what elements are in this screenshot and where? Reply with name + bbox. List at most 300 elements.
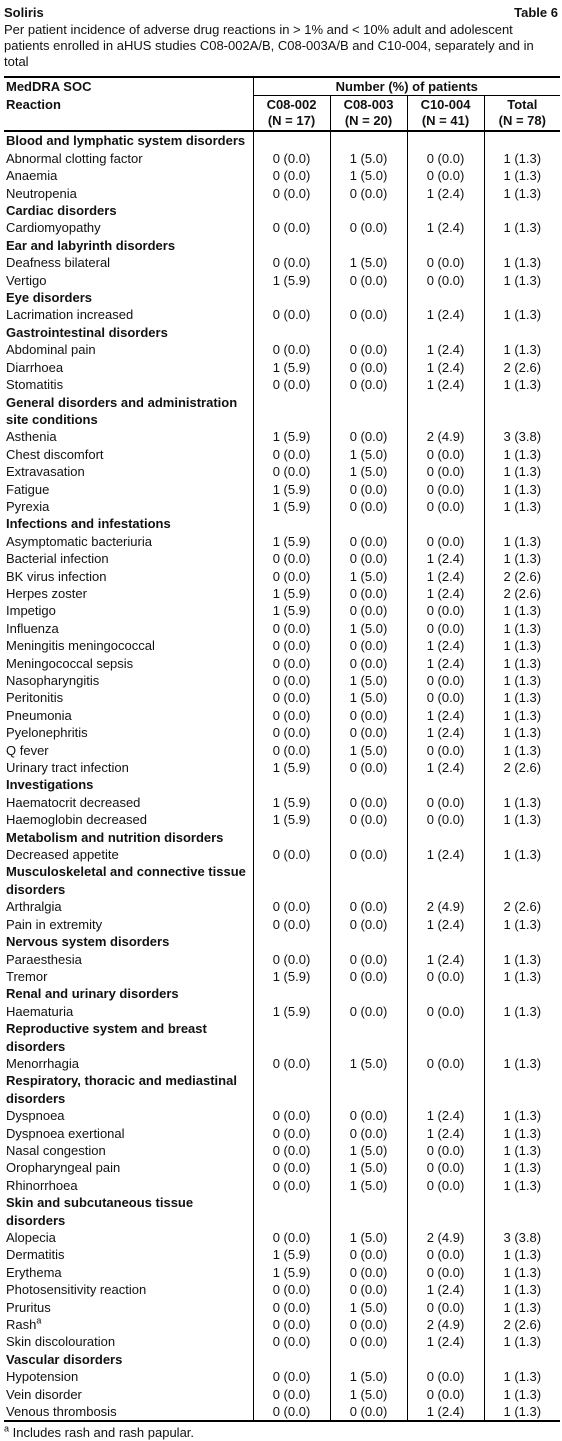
value-cell: 2 (2.6) (484, 898, 560, 915)
soc-label: Cardiac disorders (6, 203, 117, 219)
value-cell: 0 (0.0) (253, 1281, 330, 1298)
value-cell: 0 (0.0) (407, 1159, 484, 1176)
value-cell: 1 (5.9) (253, 428, 330, 445)
soc-row (4, 985, 560, 1002)
value-cell: 1 (1.3) (484, 1386, 560, 1403)
reaction-label: Diarrhoea (6, 359, 64, 375)
reaction-label-cell (4, 533, 253, 550)
table-row (4, 951, 560, 968)
value-cell: 1 (1.3) (484, 1246, 560, 1263)
table-row (4, 533, 560, 550)
soc-label: Renal and urinary disorders (6, 986, 179, 1002)
value-cell: 0 (0.0) (407, 672, 484, 689)
footnote-marker: a (4, 1424, 10, 1435)
reaction-label-cell (4, 724, 253, 741)
table-row (4, 620, 560, 637)
reaction-label-cell (4, 428, 253, 445)
value-cell: 1 (5.0) (330, 1142, 407, 1159)
table-row (4, 1125, 560, 1142)
reaction-label-cell (4, 672, 253, 689)
value-cell: 0 (0.0) (253, 219, 330, 236)
value-cell: 1 (1.3) (484, 463, 560, 480)
reaction-label-cell (4, 498, 253, 515)
soc-row (4, 863, 560, 898)
value-cell: 0 (0.0) (330, 968, 407, 985)
value-cell: 0 (0.0) (407, 254, 484, 271)
table-row (4, 811, 560, 828)
value-cell: 1 (2.4) (407, 637, 484, 654)
value-cell: 1 (5.0) (330, 167, 407, 184)
value-cell: 0 (0.0) (253, 306, 330, 323)
value-cell: 1 (1.3) (484, 968, 560, 985)
reaction-label-cell (4, 655, 253, 672)
value-cell: 0 (0.0) (330, 1264, 407, 1281)
soc-row (4, 394, 560, 429)
table-row (4, 968, 560, 985)
reaction-label: Paraesthesia (6, 951, 82, 967)
reaction-label-cell (4, 968, 253, 985)
reaction-label: Fatigue (6, 481, 50, 497)
value-cell: 0 (0.0) (330, 1333, 407, 1350)
empty-cell (330, 1072, 407, 1107)
empty-cell (484, 776, 560, 793)
reaction-label-cell (4, 620, 253, 637)
column-header-c10-004 (407, 96, 484, 132)
value-cell: 2 (2.6) (484, 759, 560, 776)
empty-cell (253, 933, 330, 950)
reaction-label: Nasal congestion (6, 1142, 106, 1158)
value-cell: 1 (2.4) (407, 655, 484, 672)
reaction-label-cell (4, 1055, 253, 1072)
reaction-label: Dyspnoea (6, 1108, 65, 1124)
product-name: Soliris (4, 5, 44, 20)
table-row (4, 568, 560, 585)
value-cell: 0 (0.0) (330, 794, 407, 811)
reaction-label: Chest discomfort (6, 446, 104, 462)
empty-cell (253, 202, 330, 219)
value-cell: 1 (2.4) (407, 550, 484, 567)
reaction-label: Extravasation (6, 464, 85, 480)
reaction-label: Oropharyngeal pain (6, 1160, 121, 1176)
value-cell: 1 (2.4) (407, 568, 484, 585)
value-cell: 0 (0.0) (330, 1403, 407, 1421)
value-cell: 0 (0.0) (253, 637, 330, 654)
empty-cell (330, 237, 407, 254)
value-cell: 1 (1.3) (484, 916, 560, 933)
value-cell: 1 (5.9) (253, 759, 330, 776)
value-cell: 1 (2.4) (407, 1125, 484, 1142)
reaction-label: Cardiomyopathy (6, 220, 101, 236)
soc-label: General disorders and administration site conditions (6, 394, 238, 427)
table-row (4, 794, 560, 811)
study-name: C10-004 (420, 97, 471, 113)
footnote-text: Includes rash and rash papular. (9, 1425, 195, 1441)
value-cell: 1 (5.0) (330, 1229, 407, 1246)
value-cell: 0 (0.0) (253, 1403, 330, 1421)
reaction-label-cell (4, 219, 253, 236)
value-cell: 0 (0.0) (330, 1003, 407, 1020)
reaction-label-cell (4, 707, 253, 724)
empty-cell (484, 933, 560, 950)
value-cell: 1 (5.0) (330, 463, 407, 480)
value-cell: 0 (0.0) (253, 568, 330, 585)
reaction-label-cell (4, 272, 253, 289)
reaction-label-cell (4, 1316, 253, 1333)
value-cell: 1 (1.3) (484, 254, 560, 271)
value-cell: 1 (2.4) (407, 306, 484, 323)
value-cell: 0 (0.0) (407, 689, 484, 706)
value-cell: 0 (0.0) (330, 759, 407, 776)
empty-cell (407, 1351, 484, 1368)
table-row (4, 254, 560, 271)
soc-label: Reproductive system and breast disorders (6, 1021, 207, 1054)
value-cell: 2 (2.6) (484, 1316, 560, 1333)
study-n: (N = 41) (421, 113, 470, 129)
empty-cell (407, 829, 484, 846)
table-row (4, 306, 560, 323)
value-cell: 0 (0.0) (407, 968, 484, 985)
table-row (4, 1333, 560, 1350)
reaction-header: Reaction (4, 96, 253, 132)
value-cell: 1 (5.0) (330, 446, 407, 463)
empty-cell (484, 1020, 560, 1055)
value-cell: 2 (4.9) (407, 428, 484, 445)
value-cell: 0 (0.0) (407, 533, 484, 550)
soc-label: Skin and subcutaneous tissue disorders (6, 1195, 194, 1228)
empty-cell (407, 933, 484, 950)
value-cell: 0 (0.0) (330, 272, 407, 289)
empty-cell (484, 1194, 560, 1229)
value-cell: 0 (0.0) (407, 1246, 484, 1263)
value-cell: 0 (0.0) (330, 1246, 407, 1263)
empty-cell (407, 324, 484, 341)
value-cell: 1 (1.3) (484, 794, 560, 811)
value-cell: 1 (1.3) (484, 1403, 560, 1421)
value-cell: 2 (2.6) (484, 585, 560, 602)
table-number: Table 6 (514, 5, 558, 20)
value-cell: 0 (0.0) (407, 742, 484, 759)
reaction-label: Pneumonia (6, 707, 72, 723)
value-cell: 0 (0.0) (407, 272, 484, 289)
value-cell: 0 (0.0) (253, 655, 330, 672)
empty-cell (253, 829, 330, 846)
value-cell: 0 (0.0) (407, 811, 484, 828)
reaction-label-cell (4, 1177, 253, 1194)
table-row (4, 655, 560, 672)
soc-row (4, 933, 560, 950)
value-cell: 0 (0.0) (330, 376, 407, 393)
table-row (4, 602, 560, 619)
value-cell: 1 (2.4) (407, 1333, 484, 1350)
value-cell: 1 (5.9) (253, 968, 330, 985)
table-row (4, 498, 560, 515)
soc-label: Ear and labyrinth disorders (6, 237, 176, 253)
value-cell: 0 (0.0) (330, 481, 407, 498)
value-cell: 0 (0.0) (330, 724, 407, 741)
value-cell: 1 (5.9) (253, 533, 330, 550)
soc-row (4, 202, 560, 219)
value-cell: 1 (1.3) (484, 550, 560, 567)
value-cell: 1 (1.3) (484, 150, 560, 167)
empty-cell (330, 131, 407, 149)
value-cell: 1 (1.3) (484, 637, 560, 654)
value-cell: 2 (2.6) (484, 359, 560, 376)
reaction-label: Urinary tract infection (6, 760, 129, 776)
patients-span-header: Number (%) of patients (253, 77, 560, 96)
value-cell: 1 (5.0) (330, 1055, 407, 1072)
reaction-label-cell (4, 463, 253, 480)
empty-cell (330, 202, 407, 219)
reaction-label: Pyelonephritis (6, 725, 88, 741)
value-cell: 0 (0.0) (253, 898, 330, 915)
reaction-label: Pain in extremity (6, 916, 103, 932)
value-cell: 1 (5.0) (330, 1368, 407, 1385)
reaction-label: Nasopharyngitis (6, 673, 100, 688)
empty-cell (407, 1072, 484, 1107)
value-cell: 1 (5.9) (253, 481, 330, 498)
value-cell: 0 (0.0) (253, 1333, 330, 1350)
reaction-label-cell (4, 1107, 253, 1124)
value-cell: 1 (1.3) (484, 1368, 560, 1385)
value-cell: 0 (0.0) (330, 637, 407, 654)
empty-cell (253, 324, 330, 341)
table-body (4, 131, 560, 1421)
reaction-label: Erythema (6, 1264, 62, 1280)
reaction-label-cell (4, 1142, 253, 1159)
reaction-label-cell (4, 637, 253, 654)
value-cell: 1 (2.4) (407, 916, 484, 933)
value-cell: 0 (0.0) (253, 446, 330, 463)
value-cell: 1 (5.9) (253, 585, 330, 602)
value-cell: 1 (1.3) (484, 951, 560, 968)
empty-cell (484, 289, 560, 306)
value-cell: 1 (1.3) (484, 1142, 560, 1159)
soc-label: Vascular disorders (6, 1351, 123, 1367)
soc-label: Musculoskeletal and connective tissue disorders (6, 864, 246, 897)
reaction-label: Arthralgia (6, 899, 62, 915)
value-cell: 1 (1.3) (484, 1333, 560, 1350)
soc-label: Investigations (6, 777, 94, 793)
value-cell: 0 (0.0) (253, 916, 330, 933)
value-cell: 0 (0.0) (253, 341, 330, 358)
value-cell: 0 (0.0) (253, 1368, 330, 1385)
table-row (4, 1107, 560, 1124)
table-row (4, 341, 560, 358)
empty-cell (253, 237, 330, 254)
table-row (4, 1177, 560, 1194)
value-cell: 0 (0.0) (253, 1386, 330, 1403)
value-cell: 0 (0.0) (253, 1055, 330, 1072)
empty-cell (330, 394, 407, 429)
value-cell: 3 (3.8) (484, 428, 560, 445)
value-cell: 1 (2.4) (407, 376, 484, 393)
value-cell: 1 (1.3) (484, 672, 560, 689)
empty-cell (330, 776, 407, 793)
value-cell: 0 (0.0) (253, 724, 330, 741)
reaction-label: Hypotension (6, 1369, 79, 1385)
value-cell: 0 (0.0) (330, 550, 407, 567)
reaction-label-cell (4, 481, 253, 498)
soc-row (4, 776, 560, 793)
reaction-label-cell (4, 846, 253, 863)
value-cell: 2 (4.9) (407, 1229, 484, 1246)
value-cell: 0 (0.0) (253, 742, 330, 759)
reaction-label-cell (4, 898, 253, 915)
table-row (4, 185, 560, 202)
value-cell: 1 (1.3) (484, 1055, 560, 1072)
value-cell: 1 (5.9) (253, 1003, 330, 1020)
value-cell: 1 (1.3) (484, 620, 560, 637)
value-cell: 1 (5.9) (253, 811, 330, 828)
table-row (4, 219, 560, 236)
reaction-label-cell (4, 1125, 253, 1142)
value-cell: 1 (1.3) (484, 1177, 560, 1194)
reaction-label: Meningitis meningococcal (6, 638, 155, 654)
reaction-label: Photosensitivity reaction (6, 1282, 147, 1298)
value-cell: 0 (0.0) (330, 602, 407, 619)
value-cell: 0 (0.0) (253, 846, 330, 863)
value-cell: 0 (0.0) (253, 689, 330, 706)
value-cell: 0 (0.0) (407, 150, 484, 167)
empty-cell (484, 202, 560, 219)
value-cell: 0 (0.0) (330, 951, 407, 968)
value-cell: 1 (1.3) (484, 1125, 560, 1142)
value-cell: 0 (0.0) (330, 359, 407, 376)
reaction-label-cell (4, 550, 253, 567)
empty-cell (407, 863, 484, 898)
empty-cell (484, 237, 560, 254)
table-row (4, 724, 560, 741)
value-cell: 0 (0.0) (330, 219, 407, 236)
table-row (4, 898, 560, 915)
soc-row (4, 237, 560, 254)
table-row (4, 759, 560, 776)
value-cell: 1 (1.3) (484, 707, 560, 724)
reaction-label-cell (4, 602, 253, 619)
value-cell: 1 (5.0) (330, 689, 407, 706)
value-cell: 1 (1.3) (484, 446, 560, 463)
table-row (4, 1281, 560, 1298)
empty-cell (484, 324, 560, 341)
reaction-label-cell (4, 167, 253, 184)
value-cell: 0 (0.0) (407, 167, 484, 184)
reaction-label-cell (4, 446, 253, 463)
reaction-label: Anaemia (6, 168, 58, 184)
empty-cell (407, 394, 484, 429)
soc-row (4, 829, 560, 846)
table-footnote (4, 1424, 558, 1441)
reaction-label-cell (4, 341, 253, 358)
value-cell: 1 (1.3) (484, 1003, 560, 1020)
value-cell: 1 (1.3) (484, 219, 560, 236)
soc-row (4, 1194, 560, 1229)
value-cell: 0 (0.0) (407, 1386, 484, 1403)
reaction-label-cell (4, 1159, 253, 1176)
reaction-label-cell (4, 689, 253, 706)
value-cell: 0 (0.0) (407, 794, 484, 811)
empty-cell (253, 394, 330, 429)
table-row (4, 1229, 560, 1246)
value-cell: 1 (5.9) (253, 794, 330, 811)
empty-cell (330, 933, 407, 950)
empty-cell (253, 863, 330, 898)
empty-cell (407, 131, 484, 149)
reaction-label: Abdominal pain (6, 342, 96, 358)
value-cell: 1 (5.0) (330, 742, 407, 759)
reaction-label-cell (4, 1281, 253, 1298)
empty-cell (407, 776, 484, 793)
empty-cell (407, 1194, 484, 1229)
value-cell: 1 (5.0) (330, 1299, 407, 1316)
reaction-label-cell (4, 1229, 253, 1246)
soc-label: Respiratory, thoracic and mediastinal disorders (6, 1073, 237, 1106)
table-row (4, 672, 560, 689)
reaction-label-cell (4, 1246, 253, 1263)
value-cell: 1 (1.3) (484, 1264, 560, 1281)
value-cell: 0 (0.0) (253, 376, 330, 393)
reaction-label: Meningococcal sepsis (6, 655, 134, 671)
empty-cell (330, 829, 407, 846)
value-cell: 0 (0.0) (407, 498, 484, 515)
study-name: C08-003 (343, 97, 394, 113)
reaction-label: Influenza (6, 620, 59, 636)
table-row (4, 359, 560, 376)
reaction-label-cell (4, 1333, 253, 1350)
value-cell: 0 (0.0) (330, 846, 407, 863)
reaction-label: Q fever (6, 742, 49, 758)
value-cell: 0 (0.0) (330, 1281, 407, 1298)
column-header-total (484, 96, 560, 132)
table-row (4, 1159, 560, 1176)
soc-label: Blood and lymphatic system disorders (6, 133, 246, 149)
value-cell: 1 (2.4) (407, 1403, 484, 1421)
value-cell: 1 (5.0) (330, 1159, 407, 1176)
value-cell: 0 (0.0) (330, 428, 407, 445)
value-cell: 1 (5.9) (253, 1264, 330, 1281)
reaction-label: Menorrhagia (6, 1055, 79, 1071)
reaction-label: Vein disorder (6, 1386, 82, 1402)
value-cell: 0 (0.0) (330, 498, 407, 515)
table-row (4, 637, 560, 654)
reaction-label-cell (4, 1003, 253, 1020)
value-cell: 0 (0.0) (330, 707, 407, 724)
value-cell: 0 (0.0) (330, 1316, 407, 1333)
value-cell: 1 (1.3) (484, 655, 560, 672)
value-cell: 1 (1.3) (484, 846, 560, 863)
table-row (4, 463, 560, 480)
reaction-label-cell (4, 254, 253, 271)
value-cell: 0 (0.0) (253, 185, 330, 202)
empty-cell (330, 515, 407, 532)
value-cell: 0 (0.0) (253, 1107, 330, 1124)
value-cell: 1 (5.9) (253, 359, 330, 376)
value-cell: 0 (0.0) (330, 811, 407, 828)
value-cell: 0 (0.0) (253, 620, 330, 637)
reaction-label: Rash (6, 1317, 37, 1333)
value-cell: 1 (1.3) (484, 1159, 560, 1176)
value-cell: 1 (1.3) (484, 602, 560, 619)
reaction-label-cell (4, 1403, 253, 1421)
reaction-label-cell (4, 306, 253, 323)
reaction-label: BK virus infection (6, 568, 107, 584)
table-row (4, 1055, 560, 1072)
study-n: (N = 20) (344, 113, 393, 129)
empty-cell (253, 1072, 330, 1107)
soc-label: Infections and infestations (6, 516, 171, 532)
value-cell: 2 (4.9) (407, 1316, 484, 1333)
value-cell: 1 (2.4) (407, 846, 484, 863)
empty-cell (330, 985, 407, 1002)
